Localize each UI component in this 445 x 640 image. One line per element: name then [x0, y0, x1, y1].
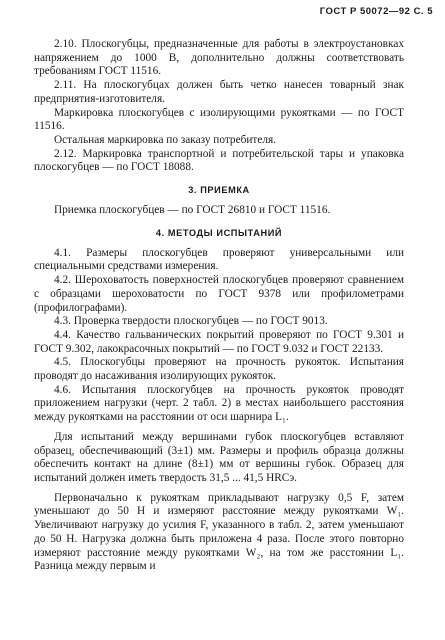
paragraph-2-11: 2.11. На плоскогубцах должен быть четко нанесен товарный знак предприятия-изготовителя. [34, 79, 404, 105]
section-heading-test-methods: 4. МЕТОДЫ ИСПЫТАНИЙ [155, 227, 283, 238]
paragraph-4-1: 4.1. Размеры плоскогубцев проверяют универсальными или специальными средствами измерения. [34, 246, 404, 273]
section-heading-acceptance: 3. ПРИЕМКА [188, 185, 250, 196]
paragraph-2-12: 2.12. Маркировка транспортной и потребительской тары и упаковка плоскогубцев — по ГОСТ 18088. [34, 147, 404, 174]
paragraph-4-2: 4.2. Шероховатость поверхностей плоскогубцев проверяют сравнением с образцами шероховатости по ГОСТ 9378 или профилометрами (профилографами). [34, 274, 404, 314]
paragraph-2-10: 2.10. Плоскогубцы, предназначенные для работы в электроустановках напряжением до 1000 В, дополнительно должны соответствовать требованиям ГОСТ 11516. [34, 38, 404, 78]
paragraph-test-sample: Для испытаний между вершинами губок плоскогубцев вставляют образец, обеспечивающий (3±1) мм. Размеры и профиль образца должны обеспечить контакт на длине (8±1) мм от вершины губок. Образец для испытаний должен иметь твердость 31,5 ... 41,5 HRCэ. [34, 430, 404, 484]
paragraph-acceptance: Приемка плоскогубцев — по ГОСТ 26810 и ГОСТ 11516. [54, 204, 331, 217]
paragraph-4-5: 4.5. Плоскогубцы проверяют на прочность рукояток. Испытания проводят до насаживания изолирующих рукояток. [34, 356, 404, 383]
paragraph-load-procedure: Первоначально к рукояткам прикладывают нагрузку 0,5 F, затем уменьшают до 50 Н и измеряют расстояние между рукоятками W₁. Увеличивают нагрузку до усилия F, указанного в табл. 2, затем уменьшают до 50 Н. Нагрузка должна быть приложена 4 раза. После этого повторно измеряют расстояние между рукоятками W₂, на том же расстоянии L₁. Разница между первым и [34, 491, 404, 573]
paragraph-4-4: 4.4. Качество гальванических покрытий проверяют по ГОСТ 9.301 и ГОСТ 9.302, лакокрасочных покрытий — по ГОСТ 9.032 и ГОСТ 22133. [34, 328, 404, 355]
paragraph-4-6: 4.6. Испытания плоскогубцев на прочность рукояток проводят приложением нагрузки (черт. 2 табл. 2) в местах наибольшего расстояния между рукоятками на расстоянии от оси шарнира L₁. [34, 383, 404, 424]
page-header: ГОСТ Р 50072—92 С. 5 [319, 6, 433, 17]
document-body [34, 38, 404, 574]
paragraph-4-3: 4.3. Проверка твердости плоскогубцев — по ГОСТ 9013. [54, 315, 328, 328]
paragraph-marking: Маркировка плоскогубцев с изолирующими рукоятками — по ГОСТ 11516. [34, 106, 404, 133]
paragraph-other-marking: Остальная маркировка по заказу потребителя. [54, 133, 276, 146]
